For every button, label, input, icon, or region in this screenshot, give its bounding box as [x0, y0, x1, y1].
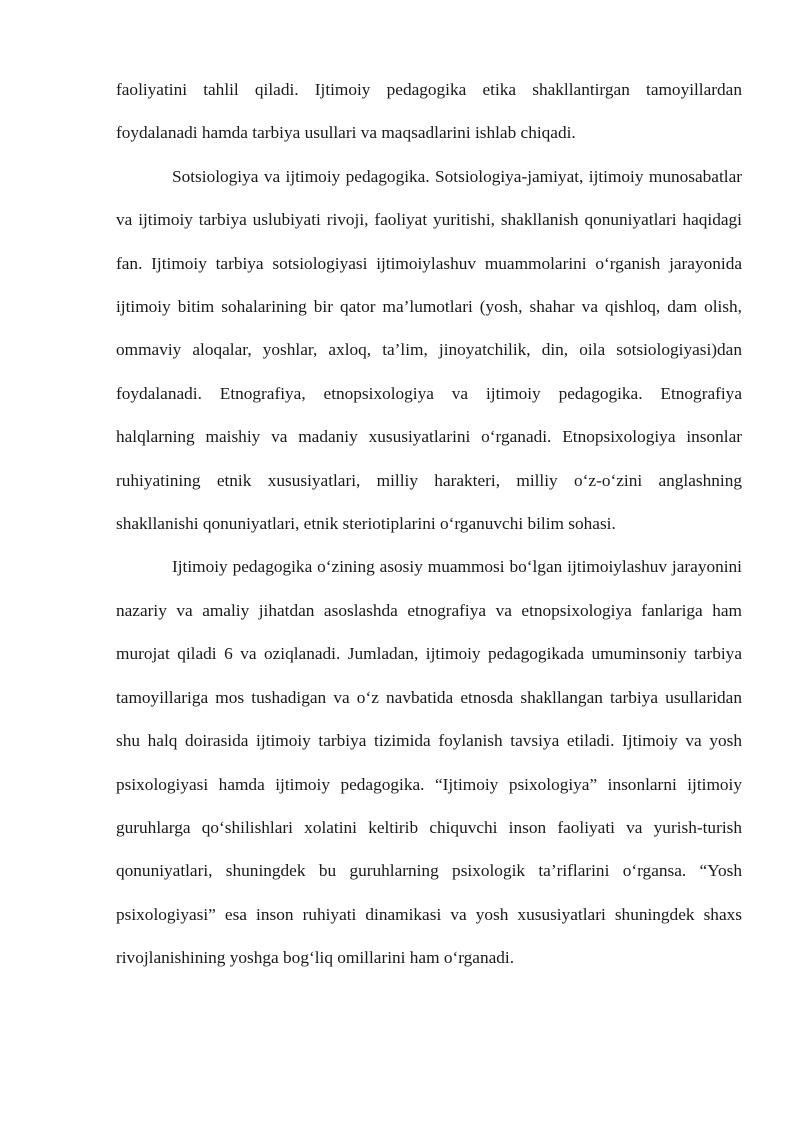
document-body [116, 68, 742, 980]
paragraph-3: Ijtimoiy pedagogika o‘zining asosiy muammosi bo‘lgan ijtimoiylashuv jarayonini nazariy va amaliy jihatdan asoslashda etnografiya va etnopsixologiya fanlariga ham murojat qiladi 6 va oziqlanadi. Jumladan, ijtimoiy pedagogikada umuminsoniy tarbiya tamoyillariga mos tushadigan va o‘z navbatida etnosda shakllangan tarbiya usullaridan shu halq doirasida ijtimoiy tarbiya tizimida foylanish tavsiya etiladi. Ijtimoiy va yosh psixologiyasi hamda ijtimoiy pedagogika. “Ijtimoiy psixologiya” insonlarni ijtimoiy guruhlarga qo‘shilishlari xolatini keltirib chiquvchi inson faoliyati va yurish-turish qonuniyatlari, shuningdek bu guruhlarning psixologik ta’riflarini o‘rgansa. “Yosh psixologiyasi” esa inson ruhiyati dinamikasi va yosh xususiyatlari shuningdek shaxs rivojlanishining yoshga bog‘liq omillarini ham o‘rganadi. [116, 557, 742, 968]
paragraph-2: Sotsiologiya va ijtimoiy pedagogika. Sotsiologiya-jamiyat, ijtimoiy munosabatlar va ijtimoiy tarbiya uslubiyati rivoji, faoliyat yuritishi, shakllanish qonuniyatlari haqidagi fan. Ijtimoiy tarbiya sotsiologiyasi ijtimoiylashuv muammolarini o‘rganish jarayonida ijtimoiy bitim sohalarining bir qator ma’lumotlari (yosh, shahar va qishloq, dam olish, ommaviy aloqalar, yoshlar, axloq, ta’lim, jinoyatchilik, din, oila sotsiologiyasi)dan foydalanadi. Etnografiya, etnopsixologiya va ijtimoiy pedagogika. Etnografiya halqlarning maishiy va madaniy xususiyatlarini o‘rganadi. Etnopsixologiya insonlar ruhiyatining etnik xususiyatlari, milliy harakteri, milliy o‘z-o‘zini anglashning shakllanishi qonuniyatlari, etnik steriotiplarini o‘rganuvchi bilim sohasi. [116, 166, 742, 534]
paragraph-1: faoliyatini tahlil qiladi. Ijtimoiy pedagogika etika shakllantirgan tamoyillardan foydalanadi hamda tarbiya usullari va maqsadlarini ishlab chiqadi. [116, 80, 742, 143]
